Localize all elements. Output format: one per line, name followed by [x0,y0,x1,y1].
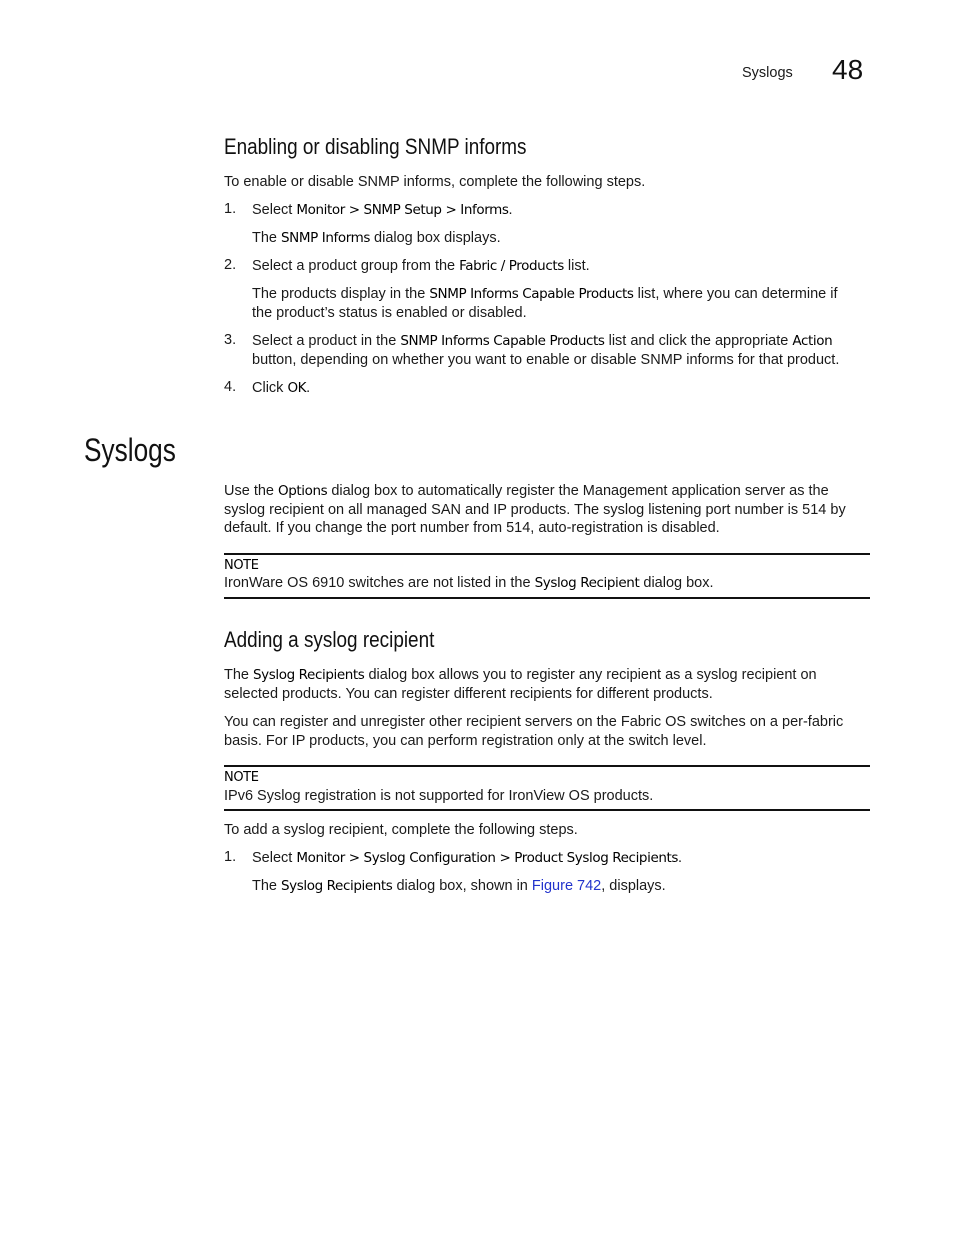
note-text: IPv6 Syslog registration is not supported for IronView OS products. [224,788,654,804]
step-number: 1. [224,849,237,865]
note-bottom-rule [224,597,870,599]
syslogs-paragraph-line3: default. If you change the port number from 514, auto-registration is disabled. [224,520,720,536]
snmp-step-4: Click OK. [252,380,311,396]
snmp-step-2-result-line2: the product’s status is enabled or disabled. [252,305,527,321]
step-number: 3. [224,332,237,348]
syslogs-paragraph-line2: syslog recipient on all managed SAN and IP products. The syslog listening port number is 514 by [224,502,846,518]
snmp-step-3-line2: button, depending on whether you want to enable or disable SNMP informs for that product. [252,352,840,368]
adding-paragraph-2: You can register and unregister other recipient servers on the Fabric OS switches on a per-fabric [224,714,844,730]
note-top-rule [224,765,870,767]
note-bottom-rule [224,809,870,811]
snmp-step-2: Select a product group from the Fabric / Products list. [252,258,590,274]
snmp-step-2-result: The products display in the SNMP Informs Capable Products list, where you can determine if [252,286,838,302]
menu-path: Monitor > Syslog Configuration > Product Syslog Recipients [296,850,679,866]
section-heading-adding-syslog-recipient: Adding a syslog recipient [224,627,435,652]
step-number: 1. [224,201,237,217]
note-top-rule [224,553,870,555]
note-label: NOTE [224,558,259,573]
snmp-intro: To enable or disable SNMP informs, complete the following steps. [224,174,646,190]
adding-step-1-result: The Syslog Recipients dialog box, shown in Figure 742, displays. [252,878,666,894]
step-number: 4. [224,379,237,395]
adding-paragraph-1: The Syslog Recipients dialog box allows you to register any recipient as a syslog recipient on [224,667,817,683]
note-label: NOTE [224,770,259,785]
note-text: IronWare OS 6910 switches are not listed in the Syslog Recipient dialog box. [224,575,714,591]
adding-step-1: Select Monitor > Syslog Configuration > Product Syslog Recipients. [252,850,683,866]
section-heading-snmp-informs: Enabling or disabling SNMP informs [224,134,527,159]
adding-paragraph-2-line2: basis. For IP products, you can perform registration only at the switch level. [224,733,707,749]
snmp-step-1-result: The SNMP Informs dialog box displays. [252,230,501,246]
chapter-number: 48 [832,54,864,85]
adding-paragraph-1-line2: selected products. You can register different recipients for different products. [224,686,713,702]
running-header-section: Syslogs [742,65,793,81]
snmp-step-1: Select Monitor > SNMP Setup > Informs. [252,202,513,218]
chapter-heading-syslogs: Syslogs [84,432,176,468]
figure-742-link[interactable]: Figure 742 [531,878,602,894]
adding-intro: To add a syslog recipient, complete the following steps. [224,822,578,838]
snmp-step-3: Select a product in the SNMP Informs Capable Products list and click the appropriate Action [252,333,833,349]
menu-path: Monitor > SNMP Setup > Informs [296,202,509,218]
syslogs-paragraph: Use the Options dialog box to automatically register the Management application server as the [224,483,829,499]
step-number: 2. [224,257,237,273]
